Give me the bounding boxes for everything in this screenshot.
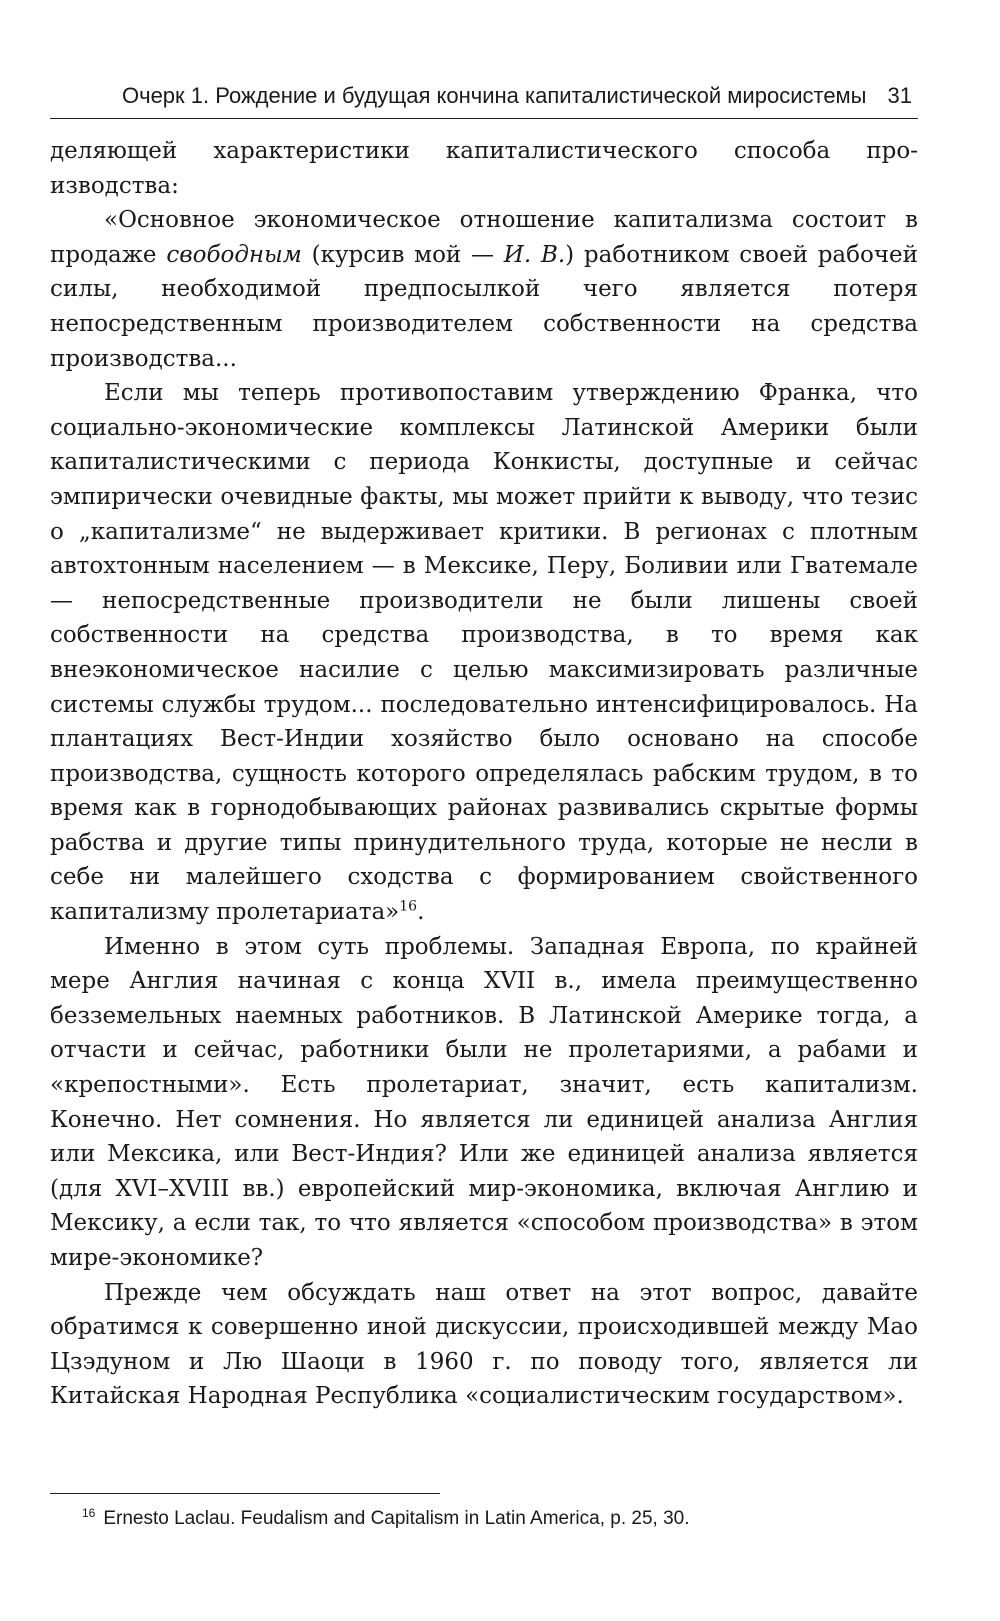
paragraph-3	[50, 376, 918, 930]
footnote-number: 16	[82, 1505, 96, 1520]
paragraph-4: Именно в этом суть проблемы. Западная Европа, по крайней мере Англия начиная с конца XVII в., имела преимущественно безземельных наемных работников. В Латинской Америке тогда, а отчасти и сейчас, работники были не пролетариями, а рабами и «крепостными». Есть пролетариат, значит, есть капитализм. Конечно. Нет сомнения. Но является ли единицей анализа Англия или Мексика, или Вест-Индия? Или же единицей анализа является (для XVI–XVIII вв.) европейский мир-экономика, включая Англию и Мексику, а если так, то что является «способом производства» в этом мире-экономике?	[50, 933, 918, 1271]
paragraph-3-end: .	[417, 899, 425, 926]
paragraph-2	[50, 203, 918, 376]
page-number: 31	[887, 83, 912, 108]
main-text	[50, 134, 918, 1414]
quote-text-end: ) работником своей рабочей силы, необходимой предпосылкой чего является потеря непосредственным производителем собственности на средства производства...	[50, 241, 918, 372]
quote-text-mid: (курсив мой —	[301, 241, 504, 268]
chapter-title: Очерк 1. Рождение и будущая кончина капиталистической миросистемы	[122, 83, 867, 108]
paragraph-5: Прежде чем обсуждать наш ответ на этот вопрос, давайте обратимся к совершенно иной дискуссии, происходившей между Мао Цзэдуном и Лю Шаоци в 1960 г. по поводу того, является ли Китайская Народная Республика «социалистическим государством».	[50, 1279, 918, 1410]
italic-author: И. В.	[503, 241, 566, 268]
paragraph-1: деляющей характеристики капиталистического способа про-изводства:	[50, 138, 918, 199]
footnote-divider	[50, 1493, 440, 1494]
footnote-reference[interactable]: 16	[399, 898, 418, 915]
paragraph-3-text: Если мы теперь противопоставим утверждению Франка, что социально-экономические комплексы Латинской Америки были капиталистическими с периода Конкисты, доступные и сейчас эмпирически очевидные факты, мы может прийти к выводу, что тезис о „капитализме“ не выдерживает критики. В регионах с плотным автохтонным населением — в Мексике, Перу, Боливии или Гватемале — непосредственные производители не были лишены своей собственности на средства производства, в то время как внеэкономическое насилие с целью максимизировать различные системы службы трудом... последовательно интенсифицировалось. На плантациях Вест-Индии хозяйство было основано на способе производства, сущность которого определялась рабским трудом, в то время как в горнодобывающих районах развивались скрытые формы рабства и другие типы принудительного труда, которые не несли в себе ни малейшего сходства с формированием свойственного капитализму пролетариата»	[50, 380, 918, 926]
footnote	[82, 1505, 918, 1533]
footnote-text: Ernesto Laclau. Feudalism and Capitalism in Latin America, p. 25, 30.	[103, 1508, 690, 1529]
running-header	[50, 74, 918, 119]
quote-text-start: «Основное экономическое отношение капитализма состоит в продаже	[50, 207, 918, 268]
italic-word: свободным	[166, 241, 302, 268]
